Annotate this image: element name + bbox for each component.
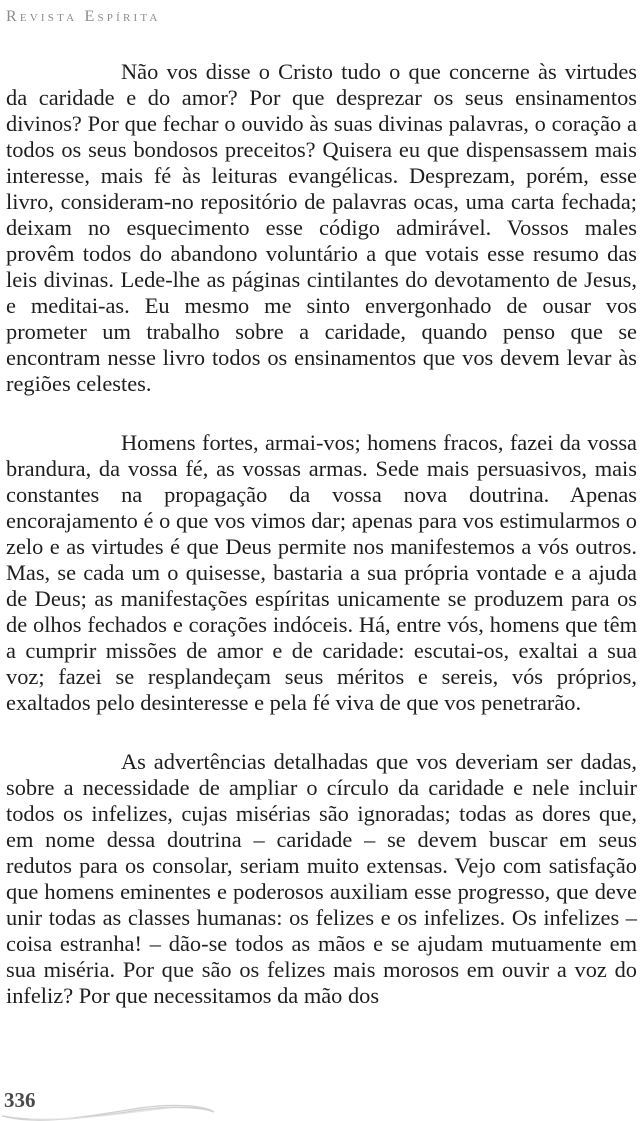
page-footer [0, 1086, 644, 1121]
paragraph-1: Não vos disse o Cristo tudo o que concerne às virtudes da caridade e do amor? Por que desprezar os seus ensinamentos divinos? Por que fechar o ouvido às suas divinas palavras, o coração a todos os seus bondosos preceitos? Quisera eu que dispensassem mais interesse, mais fé às leituras evangélicas. Desprezam, porém, esse livro, consideram-no repositório de palavras ocas, uma carta fechada; deixam no esquecimento esse código admirável. Vossos males provêm todos do abandono voluntário a que votais esse resumo das leis divinas. Lede-lhe as páginas cintilantes do devotamento de Jesus, e meditai-as. Eu mesmo me sinto envergonhado de ousar vos prometer um trabalho sobre a caridade, quando penso que se encontram nesse livro todos os ensinamentos que vos devem levar às regiões celestes. [6, 59, 637, 396]
running-head-title: Revista Espírita [6, 8, 161, 25]
paragraph-2: Homens fortes, armai-vos; homens fracos, fazei da vossa brandura, da vossa fé, as vossas armas. Sede mais persuasivos, mais constantes na propagação da vossa nova doutrina. Apenas encorajamento é o que vos vimos dar; apenas para vos estimularmos o zelo e as virtudes é que Deus permite nos manifestemos a vós outros. Mas, se cada um o quisesse, bastaria a sua própria vontade e a ajuda de Deus; as manifestações espíritas unicamente se produzem para os de olhos fechados e corações indóceis. Há, entre vós, homens que têm a cumprir missões de amor e de caridade: escutai-os, exaltai a sua voz; fazei se resplandeçam seus méritos e sereis, vós próprios, exaltados pelo desinteresse e pela fé viva de que vos penetrarão. [6, 430, 637, 715]
paragraph-3: As advertências detalhadas que vos deveriam ser dadas, sobre a necessidade de ampliar o círculo da caridade e nele incluir todos os infelizes, cujas misérias são ignoradas; todas as dores que, em nome dessa doutrina – caridade – se devem buscar em seus redutos para os consolar, seriam muito extensas. Vejo com satisfação que homens eminentes e poderosos auxiliam esse progresso, que deve unir todas as classes humanas: os felizes e os infelizes. Os infelizes – coisa estranha! – dão-se todos as mãos e se ajudam mutuamente em sua miséria. Por que são os felizes mais morosos em ouvir a voz do infeliz? Por que necessitamos da mão dos [6, 749, 637, 1008]
page-body [6, 59, 637, 1009]
page-number: 336 [4, 1088, 36, 1112]
